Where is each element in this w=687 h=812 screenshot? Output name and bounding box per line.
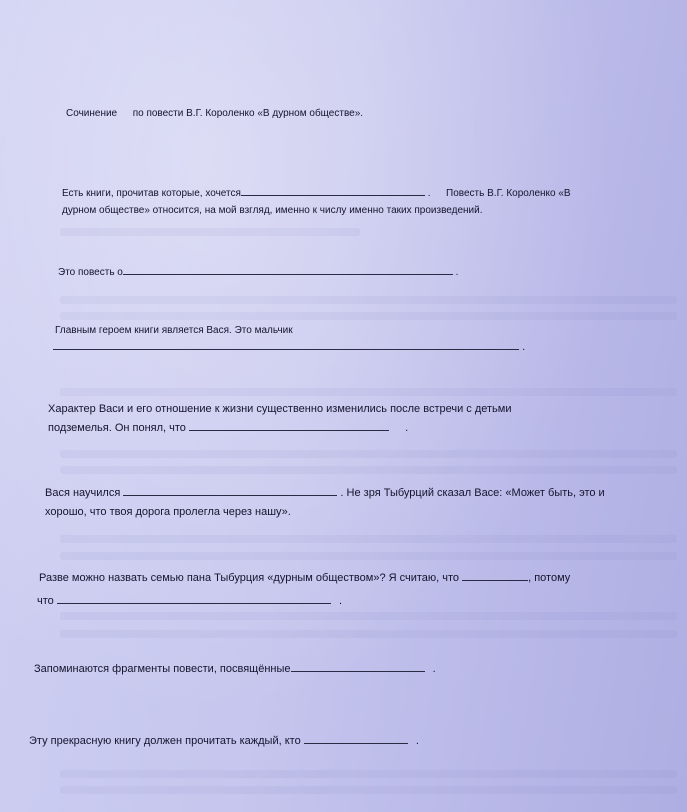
answer-blank-6b[interactable] [57, 592, 331, 604]
period: . [427, 188, 431, 199]
paragraph-1-text: дурном обществе» относится, на мой взгляд, именно к числу именно таких произведений. [62, 205, 483, 216]
paragraph-5-line2 [45, 503, 291, 522]
answer-blank-8[interactable] [304, 732, 408, 744]
paragraph-1-start: Есть книги, прочитав которые, хочется [62, 188, 241, 199]
paragraph-3-line2 [53, 338, 525, 357]
paragraph-6-text: Разве можно назвать семью пана Тыбурция «дурным обществом»? Я считаю, что [39, 572, 460, 584]
show-through-line [60, 770, 677, 778]
paragraph-6-text-2: что [37, 595, 54, 607]
show-through-line [60, 466, 677, 474]
show-through-line [60, 612, 677, 620]
page-title [66, 104, 363, 123]
answer-blank-3[interactable] [53, 338, 519, 350]
show-through-line [60, 552, 677, 560]
answer-blank-2[interactable] [123, 263, 453, 275]
period: . [455, 267, 459, 278]
paragraph-5-after: . Не зря Тыбурций сказал Васе: «Может быть, это и [340, 487, 605, 499]
paragraph-1-continuation: Повесть В.Г. Короленко «В [446, 188, 571, 199]
show-through-line [60, 450, 677, 458]
answer-blank-7[interactable] [291, 660, 425, 672]
paragraph-7 [34, 660, 436, 679]
period: . [432, 663, 436, 675]
paragraph-3-text: Главным героем книги является Вася. Это мальчик [55, 325, 293, 336]
paragraph-6-line2 [37, 592, 342, 611]
answer-blank-5[interactable] [123, 484, 337, 496]
show-through-line [60, 630, 677, 638]
period: . [405, 422, 409, 434]
period: . [522, 341, 526, 353]
paragraph-4 [48, 400, 512, 419]
paragraph-2 [58, 263, 458, 282]
show-through-line [60, 535, 677, 543]
title-right: по повести В.Г. Короленко «В дурном обществе». [132, 108, 364, 119]
answer-blank-1[interactable] [241, 184, 425, 196]
period: . [338, 595, 343, 607]
show-through-line [60, 312, 677, 320]
paragraph-6-after: , потому [528, 572, 571, 584]
paragraph-1-line2 [62, 201, 482, 220]
paragraph-5 [45, 484, 605, 503]
title-left: Сочинение [66, 108, 118, 119]
paragraph-4-text: Характер Васи и его отношение к жизни существенно изменились после встречи с детьми [48, 403, 512, 415]
paragraph-6 [39, 569, 570, 588]
answer-blank-6a[interactable] [462, 569, 528, 581]
show-through-line [60, 388, 677, 396]
paragraph-8-start: Эту прекрасную книгу должен прочитать каждый, кто [29, 735, 301, 747]
show-through-line [60, 228, 360, 236]
answer-blank-4[interactable] [189, 419, 389, 431]
period: . [415, 735, 419, 747]
paragraph-4-text-2: подземелья. Он понял, что [48, 422, 186, 434]
paragraph-7-start: Запоминаются фрагменты повести, посвящённые [34, 663, 291, 675]
paragraph-5-start: Вася научился [45, 487, 121, 499]
paragraph-5-text: хорошо, что твоя дорога пролегла через нашу». [45, 506, 291, 518]
show-through-line [60, 296, 677, 304]
show-through-line [60, 786, 677, 794]
paragraph-8 [29, 732, 419, 751]
paragraph-2-start: Это повесть о [58, 267, 123, 278]
paragraph-4-line2 [48, 419, 408, 438]
